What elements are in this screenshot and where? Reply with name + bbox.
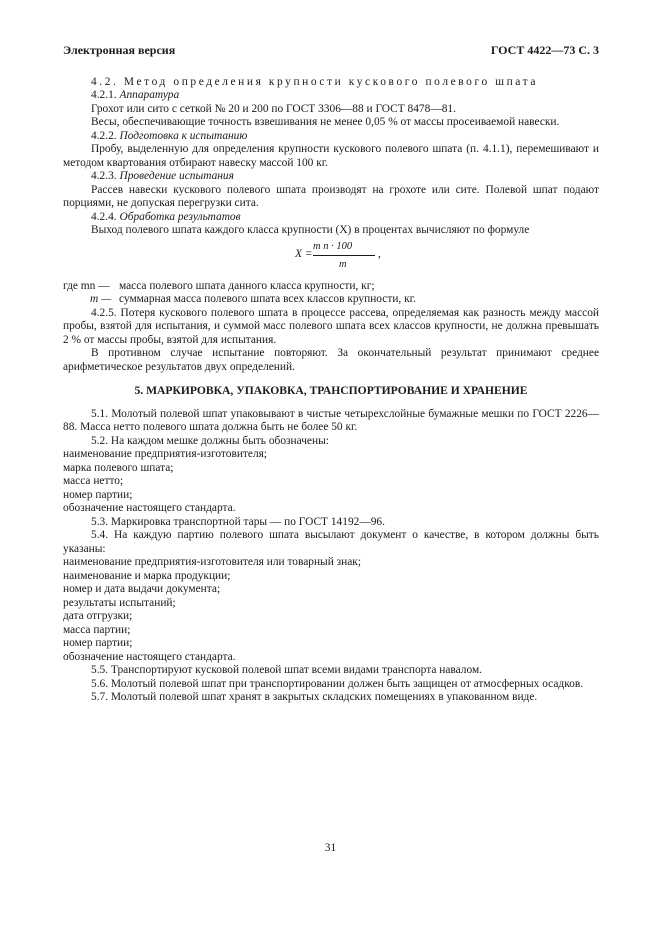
list-item: наименование и марка продукции; <box>63 569 231 582</box>
section-heading: Аппаратура <box>119 89 180 101</box>
section-5-title: 5. МАРКИРОВКА, УПАКОВКА, ТРАНСПОРТИРОВАНИЕ И ХРАНЕНИЕ <box>134 384 528 397</box>
paragraph: 5.6. Молотый полевой шпат при транспортировании должен быть защищен от атмосферных осадков. <box>91 677 584 690</box>
formula-denominator: m <box>339 258 347 270</box>
section-heading: Проведение испытания <box>119 170 234 182</box>
paragraph: 4.2.5. Потеря кускового полевого шпата в процессе рассева, определяемая как разность между массой пробы, взятой для испытания, и суммой масс полевого шпата всех классов крупности, не должна превышать 2 % от массы пробы, взятой для испытания. <box>63 306 599 346</box>
section-4-2-2-heading <box>63 130 599 144</box>
list-item: дата отгрузки; <box>63 610 133 622</box>
header-left: Электронная версия <box>63 43 176 57</box>
marking-list <box>63 448 599 516</box>
list-item: номер партии; <box>63 637 133 649</box>
section-number: 4.2.3. <box>91 170 117 182</box>
section-4-2-4-heading <box>63 211 599 225</box>
paragraph: Выход полевого шпата каждого класса крупности (X) в процентах вычисляют по формуле <box>91 224 530 236</box>
list-item: обозначение настоящего стандарта. <box>63 650 236 663</box>
list-item: обозначение настоящего стандарта. <box>63 502 236 514</box>
page-number: 31 <box>324 842 337 854</box>
section-number: 4.2.1. <box>91 89 117 101</box>
section-4-2-title: 4.2. Метод определения крупности кускового полевого шпата <box>91 75 538 88</box>
definition-item <box>63 293 599 307</box>
paragraph: 5.4. На каждую партию полевого шпата высылают документ о качестве, в котором должны быть указаны: <box>63 529 599 555</box>
definition-item <box>63 280 599 294</box>
paragraph: 5.5. Транспортируют кусковой полевой шпат всеми видами транспорта навалом. <box>91 664 483 676</box>
paragraph: Грохот или сито с сеткой № 20 и 200 по ГОСТ 3306—88 и ГОСТ 8478—81. <box>91 102 456 115</box>
list-item: масса нетто; <box>63 475 124 487</box>
list-item: масса партии; <box>63 623 131 636</box>
list-item: номер и дата выдачи документа; <box>63 583 221 595</box>
paragraph: В противном случае испытание повторяют. За окончательный результат принимают среднее арифметическое результатов двух определений. <box>63 347 599 373</box>
document-page <box>63 44 599 705</box>
formula <box>63 242 599 276</box>
fraction-bar <box>313 255 375 256</box>
formula-lhs: X = <box>295 247 313 260</box>
paragraph: 5.2. На каждом мешке должны быть обозначены: <box>91 434 329 447</box>
section-number: 4.2.4. <box>91 210 117 223</box>
section-4-2-3-heading <box>63 170 599 184</box>
definition-text: масса полевого шпата данного класса крупности, кг; <box>119 279 375 292</box>
list-item: номер партии; <box>63 488 133 501</box>
list-item: наименование предприятия-изготовителя или товарный знак; <box>63 556 362 568</box>
header-right: ГОСТ 4422—73 С. 3 <box>490 43 599 57</box>
formula-comma: , <box>378 247 381 260</box>
paragraph: 5.7. Молотый полевой шпат хранят в закрытых складских помещениях в упакованном виде. <box>91 691 538 703</box>
list-item: марка полевого шпата; <box>63 461 174 474</box>
formula-numerator: m n · 100 <box>313 240 353 252</box>
page-header <box>63 44 599 58</box>
paragraph: Пробу, выделенную для определения крупности кускового полевого шпата (п. 4.1.1), перемешивают и методом квартования отбирают навеску массой 100 кг. <box>63 143 599 169</box>
paragraph: Рассев навески кускового полевого шпата производят на грохоте или сите. Полевой шпат подают порциями, не допуская перегрузки сита. <box>63 183 599 209</box>
paragraph: 5.3. Маркировка транспортной тары — по ГОСТ 14192—96. <box>91 515 385 528</box>
definition-label: m — <box>90 293 112 305</box>
definition-text: суммарная масса полевого шпата всех классов крупности, кг. <box>119 293 416 305</box>
quality-document-list <box>63 556 599 664</box>
section-heading: Обработка результатов <box>119 210 241 223</box>
list-item: результаты испытаний; <box>63 596 176 609</box>
paragraph: 5.1. Молотый полевой шпат упаковывают в чистые четырехслойные бумажные мешки по ГОСТ 2226—88. Масса нетто полевого шпата должна быть не более 50 кг. <box>63 407 599 433</box>
section-number: 4.2.2. <box>91 129 117 142</box>
paragraph: Весы, обеспечивающие точность взвешивания не менее 0,05 % от массы просеиваемой навески. <box>91 116 560 128</box>
section-4-2-1-heading <box>63 89 599 103</box>
list-item: наименование предприятия-изготовителя; <box>63 448 268 460</box>
definition-label: где mn — <box>63 279 110 292</box>
section-heading: Подготовка к испытанию <box>119 129 248 142</box>
